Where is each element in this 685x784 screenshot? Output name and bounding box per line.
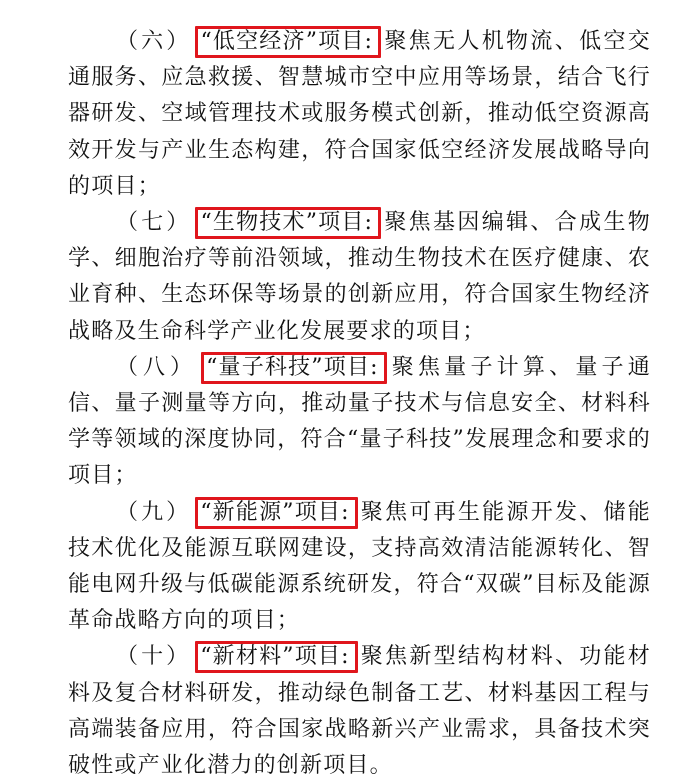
item-body: 聚焦新型结构材料、功能材料及复合材料研发，推动绿色制备工艺、材料基因工程与高端装备应用，符合国家战略新兴产业需求，具备技术突破性或产业化潜力的创新项目。: [68, 644, 651, 779]
highlighted-project-title: “生物技术”项目:: [195, 207, 381, 239]
item-number: （九）: [116, 499, 192, 525]
highlighted-project-title: “新能源”项目:: [195, 497, 358, 529]
highlighted-project-title: “量子科技”项目:: [201, 352, 387, 384]
item-paragraph-8: [68, 350, 651, 495]
item-number: （八）: [116, 354, 198, 380]
highlighted-project-title: “新材料”项目:: [195, 641, 358, 673]
highlighted-project-title: “低空经济”项目:: [195, 26, 381, 58]
item-paragraph-10: [68, 639, 651, 784]
item-paragraph-6: [68, 24, 651, 205]
item-number: （十）: [116, 644, 192, 670]
item-paragraph-7: [68, 205, 651, 350]
item-body: 聚焦无人机物流、低空交通服务、应急救援、智慧城市空中应用等场景，结合飞行器研发、空域管理技术或服务模式创新，推动低空资源高效开发与产业生态构建，符合国家低空经济发展战略导向的项目；: [68, 29, 651, 199]
item-paragraph-9: [68, 495, 651, 640]
item-body: 聚焦可再生能源开发、储能技术优化及能源互联网建设，支持高效清洁能源转化、智能电网升级与低碳能源系统研发，符合“双碳”目标及能源革命战略方向的项目；: [68, 499, 651, 634]
item-number: （七）: [116, 210, 192, 236]
item-body: 聚焦基因编辑、合成生物学、细胞治疗等前沿领域，推动生物技术在医疗健康、农业育种、生态环保等场景的创新应用，符合国家生物经济战略及生命科学产业化发展要求的项目；: [68, 210, 651, 344]
item-body: 聚焦量子计算、量子通信、量子测量等方向，推动量子技术与信息安全、材料科学等领域的深度协同，符合“量子科技”发展理念和要求的项目；: [68, 354, 651, 489]
item-number: （六）: [116, 29, 192, 54]
